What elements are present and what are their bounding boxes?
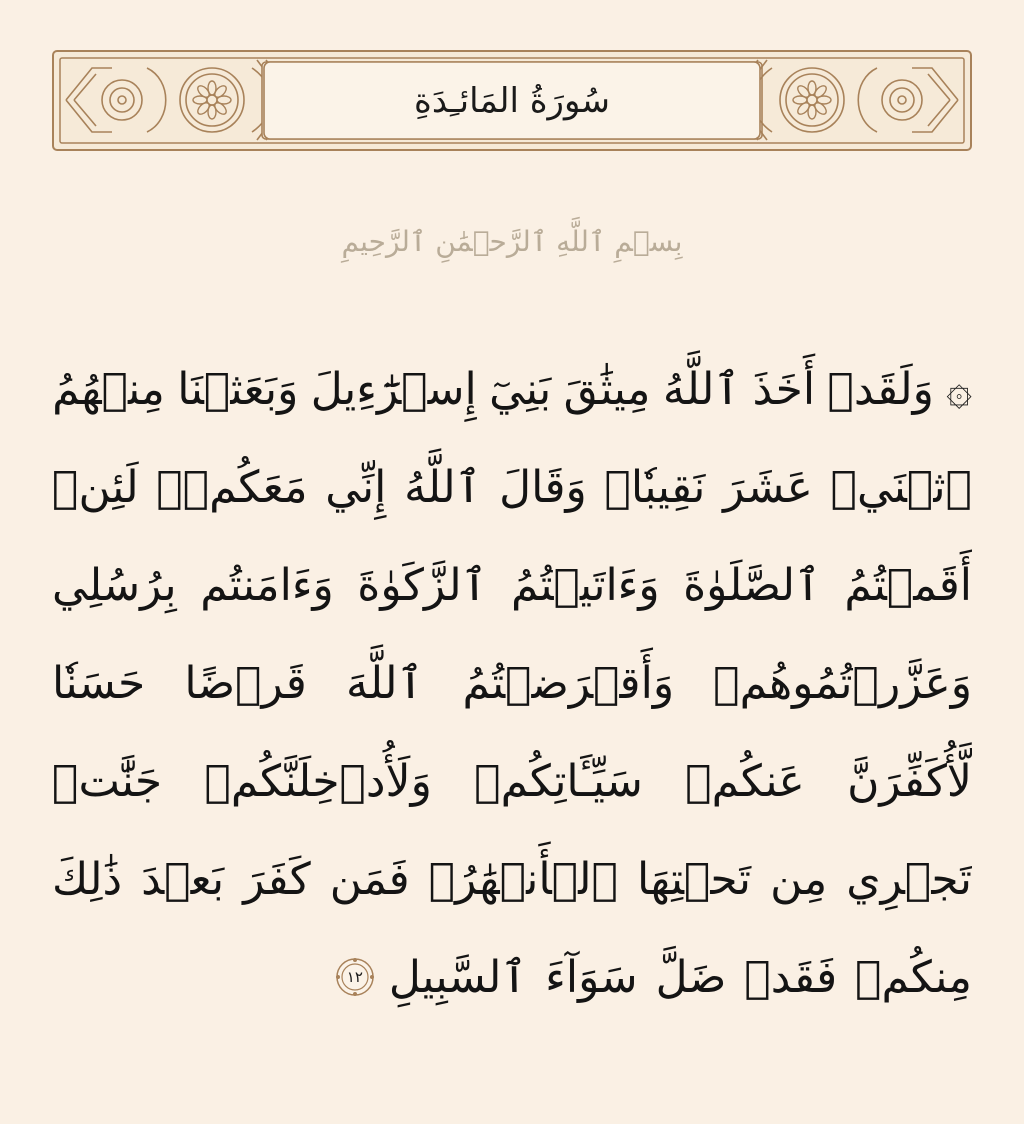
verse-word: ضَلَّ — [655, 951, 727, 1003]
verse-word: وَءَاتَيۡتُمُ — [510, 559, 660, 611]
verse-word: لَّأُكَفِّرَنَّ — [847, 755, 972, 807]
verse-word: جَنَّٰتٖ — [52, 755, 163, 807]
verse-word: ٱلزَّكَوٰةَ — [357, 559, 488, 611]
verse-word: بَنِيٓ — [489, 363, 552, 415]
verse-block — [52, 340, 972, 1026]
verse-word: مِنكُمۡ — [855, 951, 972, 1003]
verse-word: وَأَقۡرَضۡتُمُ — [462, 657, 675, 709]
verse-word: وَلَأُدۡخِلَنَّكُمۡ — [204, 755, 432, 807]
verse-word: مِن — [770, 853, 828, 905]
verse-line — [52, 340, 972, 438]
verse-line — [52, 928, 972, 1026]
verse-word: إِسۡرَٰٓءِيلَ — [310, 363, 477, 415]
verse-word: أَخَذَ — [752, 363, 816, 415]
verse-line — [52, 634, 972, 732]
verse-word: مِنۡهُمُ — [52, 363, 165, 415]
verse-word: عَنكُمۡ — [685, 755, 805, 807]
verse-word: لَئِنۡ — [52, 461, 139, 513]
verse-word: مِيثَٰقَ — [563, 363, 651, 415]
verse-line — [52, 536, 972, 634]
verse-word: كَفَرَ — [243, 853, 311, 905]
verse-word: ٱلصَّلَوٰةَ — [683, 559, 821, 611]
verse-word: بَعۡدَ — [141, 853, 225, 905]
verse-word: ٱلسَّبِيلِ — [388, 951, 528, 1003]
verse-word: ٱثۡنَيۡ — [830, 461, 972, 513]
verse-word: إِنِّي — [325, 461, 387, 513]
verse-line — [52, 732, 972, 830]
verse-word: سَوَآءَ — [545, 951, 638, 1003]
verse-word: فَقَدۡ — [744, 951, 838, 1003]
verse-word: وَقَالَ — [499, 461, 587, 513]
verse-word: ٱلۡأَنۡهَٰرُۚ — [428, 853, 618, 905]
hizb-marker-icon: ۞ — [946, 363, 972, 415]
verse-word: تَحۡتِهَا — [637, 853, 752, 905]
verse-word: ذَٰلِكَ — [52, 853, 123, 905]
verse-word: مَعَكُمۡۖ — [156, 461, 308, 513]
verse-word: فَمَن — [329, 853, 410, 905]
verse-word: أَقَمۡتُمُ — [844, 559, 972, 611]
verse-word: حَسَنٗا — [52, 657, 146, 709]
verse-word: قَرۡضًا — [184, 657, 307, 709]
surah-title: سُورَةُ المَائـِدَةِ — [414, 81, 610, 121]
verse-word: وَءَامَنتُم — [200, 559, 334, 611]
verse-word: ٱللَّهُ — [662, 363, 741, 415]
verse-word: عَشَرَ — [723, 461, 813, 513]
ayah-number-marker — [335, 957, 375, 997]
verse-word: تَجۡرِي — [846, 853, 972, 905]
verse-line — [52, 438, 972, 536]
basmala: بِسۡمِ ٱللَّهِ ٱلرَّحۡمَٰنِ ٱلرَّحِيمِ — [341, 224, 683, 258]
verse-word: وَلَقَدۡ — [827, 363, 934, 415]
verse-word: بِرُسُلِي — [52, 559, 177, 611]
verse-word: سَيِّـَٔاتِكُمۡ — [474, 755, 643, 807]
verse-word: وَعَزَّرۡتُمُوهُمۡ — [713, 657, 972, 709]
verse-word: نَقِيبٗاۖ — [604, 461, 706, 513]
verse-word: وَبَعَثۡنَا — [177, 363, 299, 415]
verse-word: ٱللَّهَ — [346, 657, 424, 709]
ayah-number: ١٢ — [346, 968, 363, 986]
verse-line — [52, 830, 972, 928]
verse-word: ٱللَّهُ — [404, 461, 482, 513]
